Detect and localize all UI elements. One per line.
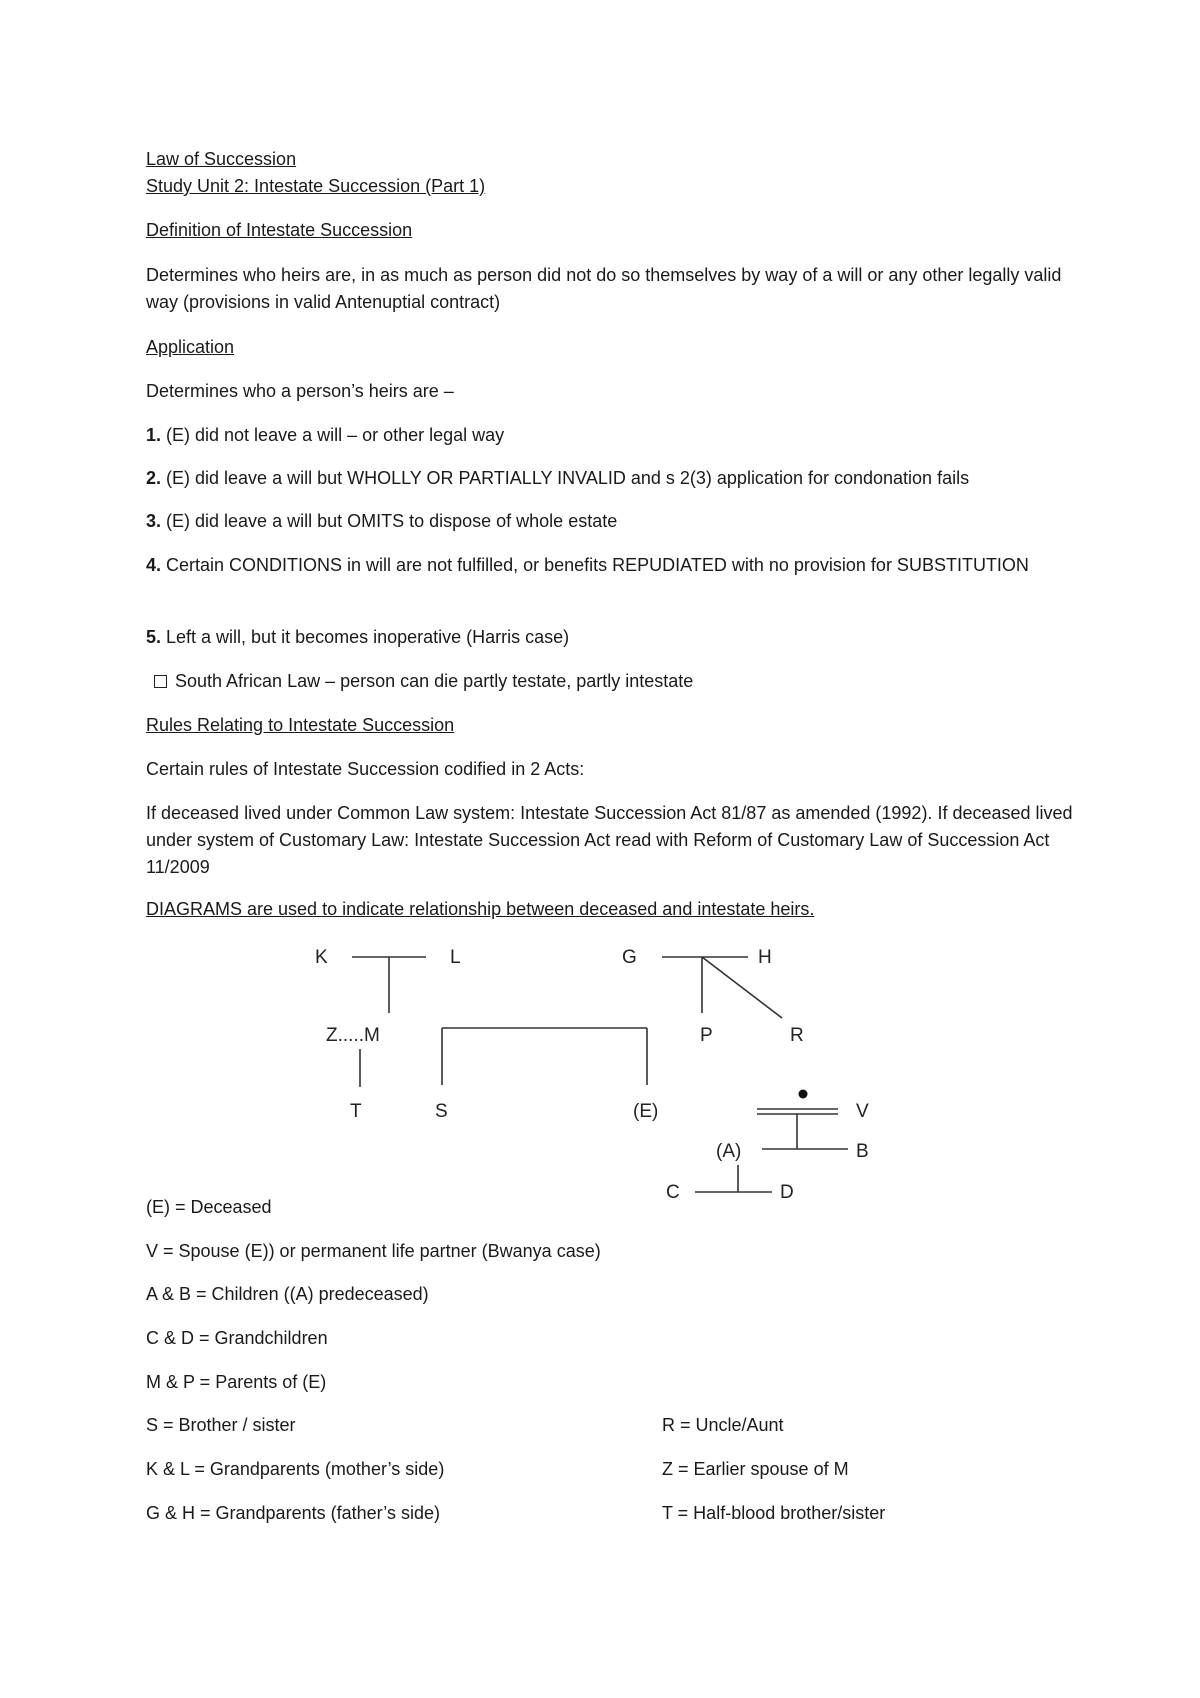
legend-V: V = Spouse (E)) or permanent life partner (Bwanya case)	[146, 1241, 601, 1261]
item-number: 4.	[146, 555, 162, 575]
application-intro: Determines who a person’s heirs are –	[146, 381, 454, 401]
application-heading: Application	[146, 337, 235, 357]
node-Z-M: Z.....M	[326, 1025, 380, 1046]
node-C: C	[666, 1182, 680, 1203]
legend-MP: M & P = Parents of (E)	[146, 1372, 327, 1392]
node-K: K	[315, 947, 328, 968]
application-item-3	[146, 508, 617, 535]
item-text: Left a will, but it becomes inoperative (Harris case)	[161, 627, 570, 647]
application-item-5	[146, 624, 569, 651]
node-G: G	[622, 947, 637, 968]
application-note	[146, 668, 693, 695]
deceased-marker	[799, 1090, 808, 1099]
item-number: 3.	[146, 511, 162, 531]
diagram-caption: DIAGRAMS are used to indicate relationship between deceased and intestate heirs.	[146, 899, 815, 919]
application-item-4	[146, 552, 1086, 579]
legend-Z: Z = Earlier spouse of M	[662, 1459, 849, 1479]
node-E: (E)	[633, 1101, 659, 1122]
item-text: (E) did leave a will but OMITS to dispose of whole estate	[161, 511, 618, 531]
application-item-2	[146, 465, 969, 492]
node-V: V	[856, 1101, 869, 1122]
application-item-1	[146, 422, 504, 449]
node-R: R	[790, 1025, 804, 1046]
node-S: S	[435, 1101, 448, 1122]
definition-text: Determines who heirs are, in as much as person did not do so themselves by way of a will or any other legally valid way (provisions in valid Antenuptial contract)	[146, 265, 1062, 312]
legend-GH: G & H = Grandparents (father’s side)	[146, 1503, 440, 1523]
rules-intro: Certain rules of Intestate Succession codified in 2 Acts:	[146, 759, 585, 779]
legend-R: R = Uncle/Aunt	[662, 1415, 784, 1435]
legend-CD: C & D = Grandchildren	[146, 1328, 328, 1348]
item-number: 2.	[146, 468, 162, 488]
node-A: (A)	[716, 1141, 742, 1162]
item-number: 5.	[146, 627, 162, 647]
node-H: H	[758, 947, 772, 968]
item-text: (E) did leave a will but WHOLLY OR PARTIALLY INVALID and s 2(3) application for condonation fails	[161, 468, 970, 488]
legend-KL: K & L = Grandparents (mother’s side)	[146, 1459, 445, 1479]
family-tree-diagram	[290, 935, 890, 1205]
legend-S: S = Brother / sister	[146, 1415, 296, 1435]
legend-E: (E) = Deceased	[146, 1197, 272, 1217]
definition-heading: Definition of Intestate Succession	[146, 220, 413, 240]
course-title: Law of Succession	[146, 149, 297, 169]
item-number: 1.	[146, 425, 162, 445]
node-B: B	[856, 1141, 869, 1162]
node-P: P	[700, 1025, 713, 1046]
unit-title: Study Unit 2: Intestate Succession (Part 1)	[146, 176, 486, 196]
checkbox-icon	[154, 675, 167, 688]
item-text: (E) did not leave a will – or other legal way	[161, 425, 505, 445]
item-text: Certain CONDITIONS in will are not fulfilled, or benefits REPUDIATED with no provision for SUBSTITUTION	[161, 555, 1029, 575]
legend-AB: A & B = Children ((A) predeceased)	[146, 1284, 429, 1304]
rules-text: If deceased lived under Common Law system: Intestate Succession Act 81/87 as amended (1992). If deceased lived under system of Customary Law: Intestate Succession Act read with Reform of Customary Law of Succession Act 11/2009	[146, 803, 1073, 877]
note-text: South African Law – person can die partly testate, partly intestate	[175, 671, 694, 691]
node-L: L	[450, 947, 461, 968]
node-D: D	[780, 1182, 794, 1203]
legend-T: T = Half-blood brother/sister	[662, 1503, 886, 1523]
rules-heading: Rules Relating to Intestate Succession	[146, 715, 455, 735]
node-T: T	[350, 1101, 362, 1122]
